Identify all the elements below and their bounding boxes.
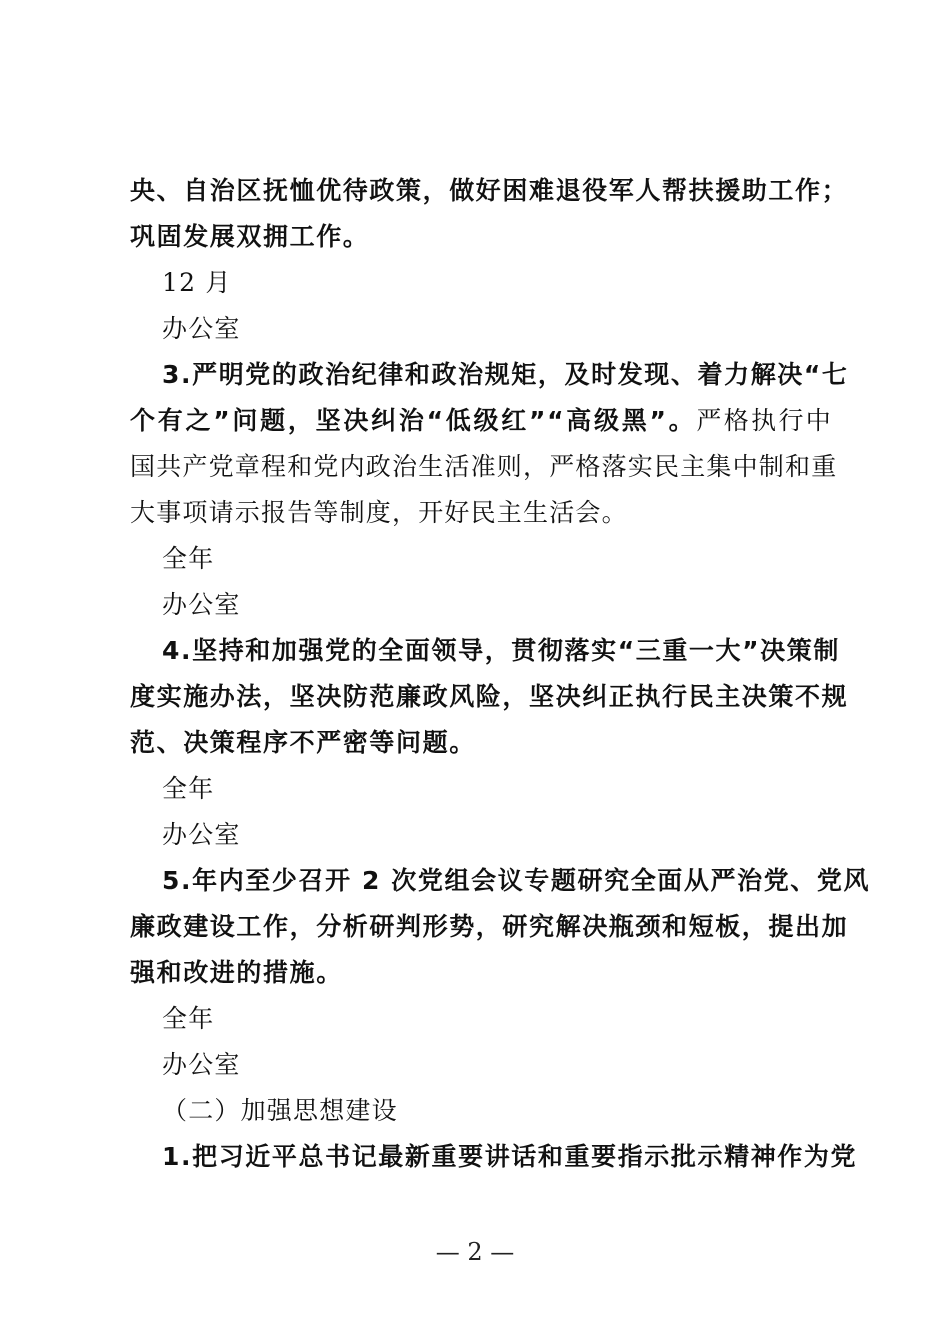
- normal-text-span: 严格执行中: [696, 406, 832, 435]
- deadline-text: 全年: [162, 1004, 215, 1033]
- paragraph-line: 巩固发展双拥工作。: [130, 222, 370, 251]
- paragraph-line: 廉政建设工作，分析研判形势，研究解决瓶颈和短板，提出加: [130, 912, 849, 941]
- bold-text-span: 个有之”问题，坚决纠治“低级红”“高级黑”。: [130, 406, 697, 435]
- responsible-dept-text: 办公室: [162, 820, 241, 849]
- paragraph-line: 大事项请示报告等制度，开好民主生活会。: [130, 498, 628, 527]
- paragraph-line: 范、决策程序不严密等问题。: [130, 728, 476, 757]
- item-heading-line: 5.年内至少召开 2 次党组会议专题研究全面从严治党、党风: [162, 866, 871, 895]
- item-heading-line: 4.坚持和加强党的全面领导，贯彻落实“三重一大”决策制: [162, 636, 840, 665]
- deadline-text: 全年: [162, 544, 215, 573]
- item-heading-line: 1.把习近平总书记最新重要讲话和重要指示批示精神作为党: [162, 1142, 858, 1171]
- item-heading-line: 3.严明党的政治纪律和政治规矩，及时发现、着力解决“七: [162, 360, 849, 389]
- responsible-dept-text: 办公室: [162, 590, 241, 619]
- paragraph-line: 央、自治区抚恤优待政策，做好困难退役军人帮扶援助工作；: [130, 176, 849, 205]
- section-heading: （二）加强思想建设: [162, 1096, 398, 1125]
- paragraph-line: 强和改进的措施。: [130, 958, 343, 987]
- paragraph-line: [130, 398, 832, 444]
- page-number: — 2 —: [435, 1238, 515, 1266]
- document-body: [130, 168, 871, 1180]
- deadline-text: 全年: [162, 774, 215, 803]
- paragraph-line: 国共产党章程和党内政治生活准则，严格落实民主集中制和重: [130, 452, 838, 481]
- paragraph-line: 度实施办法，坚决防范廉政风险，坚决纠正执行民主决策不规: [130, 682, 849, 711]
- responsible-dept-text: 办公室: [162, 1050, 241, 1079]
- responsible-dept-text: 办公室: [162, 314, 241, 343]
- deadline-text: 12 月: [162, 268, 232, 297]
